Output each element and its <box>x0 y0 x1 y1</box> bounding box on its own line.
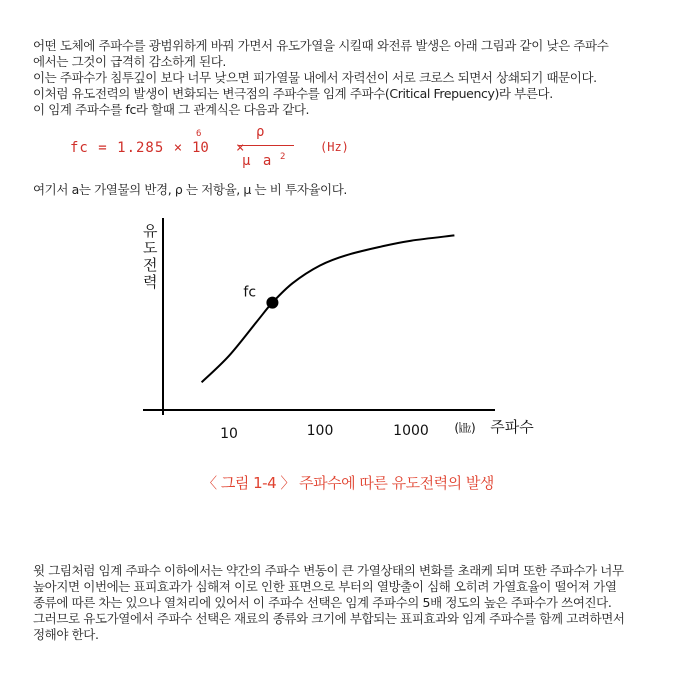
outro-line: 정해야 한다. <box>33 627 99 642</box>
formula-ten: 10 <box>192 140 209 156</box>
intro-line: 에서는 그것이 급격히 감소하게 된다. <box>33 54 226 69</box>
y-axis-label-char: 도 <box>143 239 158 257</box>
outro-line: 윗 그림처럼 임계 주파수 이하에서는 약간의 주파수 변동이 큰 가열상태의 변화를 초래케 되며 또한 주파수가 너무 <box>33 563 624 578</box>
critical-frequency-point <box>266 297 278 309</box>
formula-times: × <box>236 140 245 156</box>
outro-line: 그러므로 유도가열에서 주파수 선택은 재료의 종류와 크기에 부합되는 표피효과와 임계 주파수를 함께 고려하면서 <box>33 611 625 626</box>
formula-unit: (Hz) <box>320 140 349 154</box>
x-tick-label: 100 <box>306 423 334 439</box>
figure-caption: 〈 그림 1-4 〉 주파수에 따른 유도전력의 발생 <box>202 474 494 492</box>
outro-line: 높아지면 이번에는 표피효과가 심해져 이로 인한 표면으로 부터의 열방출이 심해 오히려 가열효율이 떨어져 가열 <box>33 579 617 594</box>
formula-lhs: fc = 1.285 × <box>70 140 184 156</box>
x-unit-label: (㎑) <box>454 421 476 435</box>
outro-line: 종류에 따른 차는 있으나 열처리에 있어서 이 주파수 선택은 임계 주파수의 5배 정도의 높은 주파수가 쓰여진다. <box>33 595 612 610</box>
formula-denominator: μ a <box>242 153 274 169</box>
x-axis-label: 주파수 <box>490 418 534 436</box>
formula-exponent: 6 <box>196 129 202 139</box>
formula-denominator-exponent: 2 <box>280 152 286 162</box>
intro-line: 이 임계 주파수를 fc라 할때 그 관계식은 다음과 같다. <box>33 102 310 117</box>
y-axis-label-char: 전 <box>143 256 158 274</box>
y-axis-label-char: 유 <box>143 222 158 240</box>
intro-line: 이처럼 유도전력의 발생이 변화되는 변극점의 주파수를 임계 주파수(Critical Frepuency)라 부른다. <box>33 86 553 101</box>
definition-text: 여기서 a는 가열물의 반경, ρ 는 저항율, μ 는 비 투자율이다. <box>33 182 347 197</box>
outro-paragraph <box>33 563 625 643</box>
formula-numerator: ρ <box>256 124 265 140</box>
intro-line: 어떤 도체에 주파수를 광범위하게 바꿔 가면서 유도가열을 시킬때 와전류 발생은 아래 그림과 같이 낮은 주파수 <box>33 38 609 53</box>
critical-frequency-label: fc <box>243 284 257 301</box>
x-tick-label: 10 <box>220 426 238 442</box>
y-axis-label-char: 력 <box>143 273 158 291</box>
intro-line: 이는 주파수가 침투깊이 보다 너무 낮으면 피가열물 내에서 자력선이 서로 크로스 되면서 상쇄되기 때문이다. <box>33 70 597 85</box>
power-curve <box>202 235 455 382</box>
x-tick-label: 1000 <box>393 423 429 439</box>
